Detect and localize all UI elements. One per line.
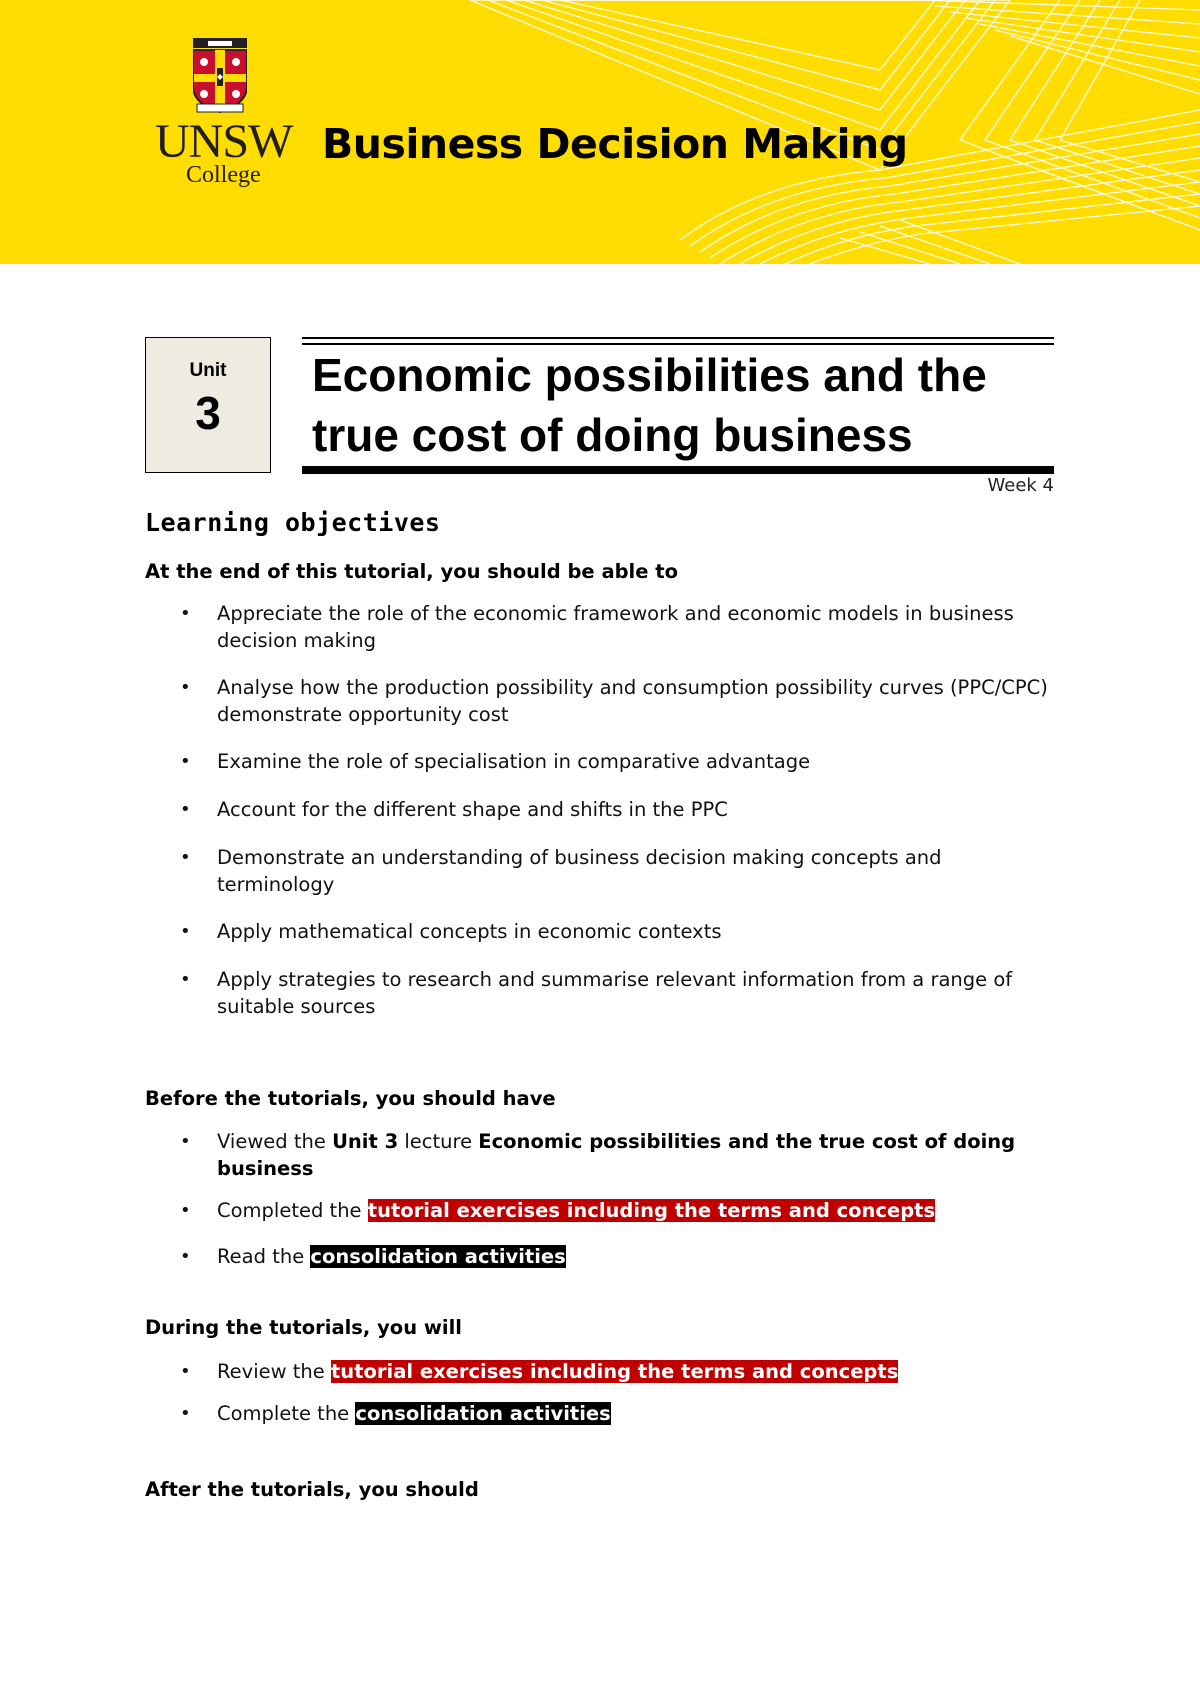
unit-title-line2: true cost of doing business <box>312 409 913 461</box>
unit-label: Unit <box>189 360 227 381</box>
title-rule-bottom <box>302 466 1054 474</box>
list-item: • Analyse how the production possibility and consumption possibility curves (PPC/CPC) demonstrate opportunity cost <box>180 676 1048 726</box>
university-sub: College <box>186 162 261 188</box>
unit-title-line1: Economic possibilities and the <box>312 349 987 401</box>
title-rule-top <box>302 337 1054 339</box>
list-item: • Completed the tutorial exercises including the terms and concepts <box>180 1199 936 1222</box>
during-list <box>145 1358 1055 1427</box>
week-label: Week 4 <box>987 475 1054 496</box>
objectives-intro: At the end of this tutorial, you should be able to <box>145 560 678 583</box>
highlight-consolidation: consolidation activities <box>355 1402 611 1425</box>
highlight-consolidation: consolidation activities <box>310 1245 566 1268</box>
objectives-list <box>145 600 1055 1020</box>
list-item: • Read the consolidation activities <box>180 1245 566 1268</box>
list-item: • Apply mathematical concepts in economic contexts <box>180 920 722 943</box>
before-list <box>145 1128 1055 1270</box>
list-item: • Complete the consolidation activities <box>180 1402 611 1425</box>
during-heading: During the tutorials, you will <box>145 1316 462 1339</box>
list-item: • Viewed the Unit 3 lecture Economic possibilities and the true cost of doing business <box>180 1130 1016 1180</box>
unit-title <box>312 345 1052 465</box>
highlight-tutorial-exercises: tutorial exercises including the terms and concepts <box>330 1360 899 1383</box>
after-heading: After the tutorials, you should <box>145 1478 479 1501</box>
course-title: Business Decision Making <box>322 120 908 168</box>
unit-number: 3 <box>195 387 221 439</box>
list-item: • Review the tutorial exercises including the terms and concepts <box>180 1360 899 1383</box>
unit-badge <box>145 337 271 473</box>
before-heading: Before the tutorials, you should have <box>145 1087 556 1110</box>
highlight-tutorial-exercises: tutorial exercises including the terms and concepts <box>367 1199 936 1222</box>
list-item: • Apply strategies to research and summarise relevant information from a range of suitable sources <box>180 968 1013 1018</box>
list-item: • Appreciate the role of the economic framework and economic models in business decision making <box>180 602 1014 652</box>
list-item: • Examine the role of specialisation in comparative advantage <box>180 750 811 773</box>
list-item: • Demonstrate an understanding of business decision making concepts and terminology <box>180 846 942 896</box>
learning-objectives-heading: Learning objectives <box>145 508 441 537</box>
university-name: UNSW <box>155 115 293 168</box>
list-item: • Account for the different shape and shifts in the PPC <box>180 798 728 821</box>
unsw-crest-logo <box>193 38 247 114</box>
header-banner <box>0 0 1200 264</box>
